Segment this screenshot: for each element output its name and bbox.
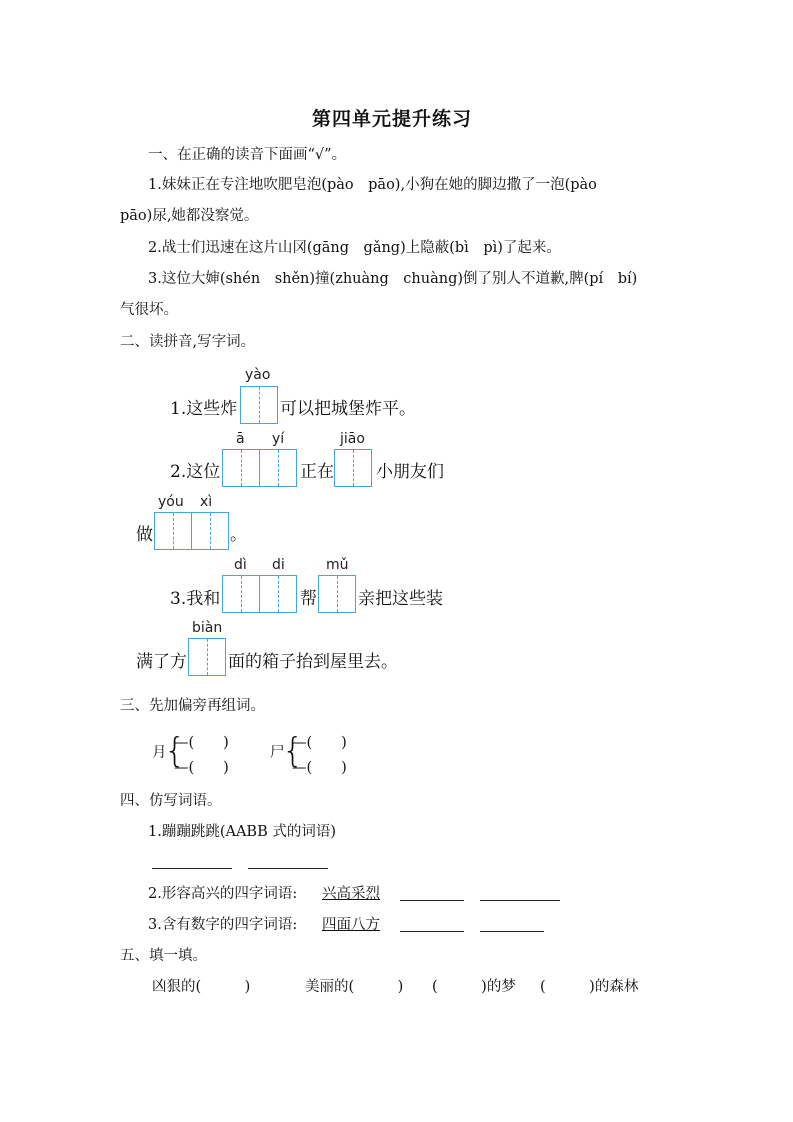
section-4-heading: 四、仿写词语。 <box>120 793 222 809</box>
s2-q1-post: 可以把城堡炸平。 <box>280 399 416 419</box>
page-title: 第四单元提升练习 <box>312 108 473 130</box>
answer-blank[interactable] <box>480 900 560 901</box>
s2-q3-post: 亲把这些装 <box>358 589 443 609</box>
answer-blank[interactable] <box>400 931 464 932</box>
answer-blank[interactable] <box>400 900 464 901</box>
writing-box[interactable] <box>259 575 297 613</box>
s2-q2-pinyin-3: jiāo <box>340 431 365 447</box>
writing-box[interactable] <box>154 512 192 550</box>
answer-blank[interactable] <box>248 868 328 869</box>
s2-q2-line2-pre: 做 <box>136 525 153 545</box>
s2-q3-line2-post: 面的箱子抬到屋里去。 <box>228 652 398 672</box>
s2-q2-mid: 正在 <box>300 462 334 482</box>
section-5-heading: 五、填一填。 <box>120 948 207 964</box>
s2-q3-pinyin-2: di <box>272 557 285 573</box>
s2-q2-pre: 2.这位 <box>170 462 221 482</box>
s1-q3-line2: 气很坏。 <box>120 302 178 318</box>
writing-box[interactable] <box>334 449 372 487</box>
writing-box[interactable] <box>259 449 297 487</box>
s4-q2-prompt: 2.形容高兴的四字词语: <box>148 886 298 902</box>
s2-q2-pinyin-2: yí <box>272 431 285 447</box>
s4-q3-prompt: 3.含有数字的四字词语: <box>148 917 298 933</box>
fill-item: ( )的森林 <box>540 979 639 995</box>
s2-q1-pre: 1.这些炸 <box>170 399 238 419</box>
s2-q3-pinyin-1: dì <box>234 557 247 573</box>
s4-q3-example: 四面八方 <box>322 917 380 933</box>
section-2-heading: 二、读拼音,写字词。 <box>120 334 256 350</box>
s2-q2-pinyin-5: xì <box>200 494 213 510</box>
s2-q3-pinyin-3: mǔ <box>326 557 349 573</box>
s1-q2: 2.战士们迅速在这片山冈(gāng gǎng)上隐蔽(bì pì)了起来。 <box>148 240 561 256</box>
section-3-heading: 三、先加偏旁再组词。 <box>120 698 265 714</box>
s4-q2-example: 兴高采烈 <box>322 886 380 902</box>
writing-box[interactable] <box>240 386 278 424</box>
section-1-heading: 一、在正确的读音下面画“√”。 <box>148 147 347 163</box>
fill-item: ( )的梦 <box>432 979 516 995</box>
radical-1-row-b: —( ) <box>174 760 229 776</box>
writing-box[interactable] <box>191 512 229 550</box>
s1-q1-line1: 1.妹妹正在专注地吹肥皂泡(pào pāo),小狗在她的脚边撒了一泡(pào <box>148 177 597 193</box>
answer-blank[interactable] <box>480 931 544 932</box>
s2-q1-pinyin: yào <box>245 367 271 383</box>
s2-q2-pinyin-4: yóu <box>158 494 184 510</box>
radical-2-row-b: —( ) <box>292 760 347 776</box>
s2-q2-post: 小朋友们 <box>376 462 444 482</box>
radical-2: 尸 <box>270 745 285 761</box>
s1-q1-line2: pāo)尿,她都没察觉。 <box>120 208 259 224</box>
writing-box[interactable] <box>222 575 260 613</box>
radical-1-row-a: —( ) <box>174 735 229 751</box>
fill-item: 美丽的( ) <box>305 979 404 995</box>
s1-q3-line1: 3.这位大婶(shén shěn)撞(zhuàng chuàng)倒了别人不道歉,脾(pí bí) <box>148 271 638 287</box>
s2-q2-line2-post: 。 <box>230 525 247 545</box>
s2-q3-mid: 帮 <box>300 589 317 609</box>
writing-box[interactable] <box>188 638 226 676</box>
fill-item: 凶狠的( ) <box>152 979 251 995</box>
writing-box[interactable] <box>318 575 356 613</box>
radical-2-row-a: —( ) <box>292 735 347 751</box>
brace-1: { <box>164 731 186 771</box>
radical-1: 月 <box>152 745 167 761</box>
s2-q3-pre: 3.我和 <box>170 589 221 609</box>
s2-q2-pinyin-1: ā <box>236 431 245 447</box>
s2-q3-line2-pre: 满了方 <box>136 652 187 672</box>
writing-box[interactable] <box>222 449 260 487</box>
s2-q3-pinyin-4: biàn <box>192 620 223 636</box>
answer-blank[interactable] <box>152 868 232 869</box>
s4-q1: 1.蹦蹦跳跳(AABB 式的词语) <box>148 824 337 840</box>
brace-2: { <box>282 731 304 771</box>
